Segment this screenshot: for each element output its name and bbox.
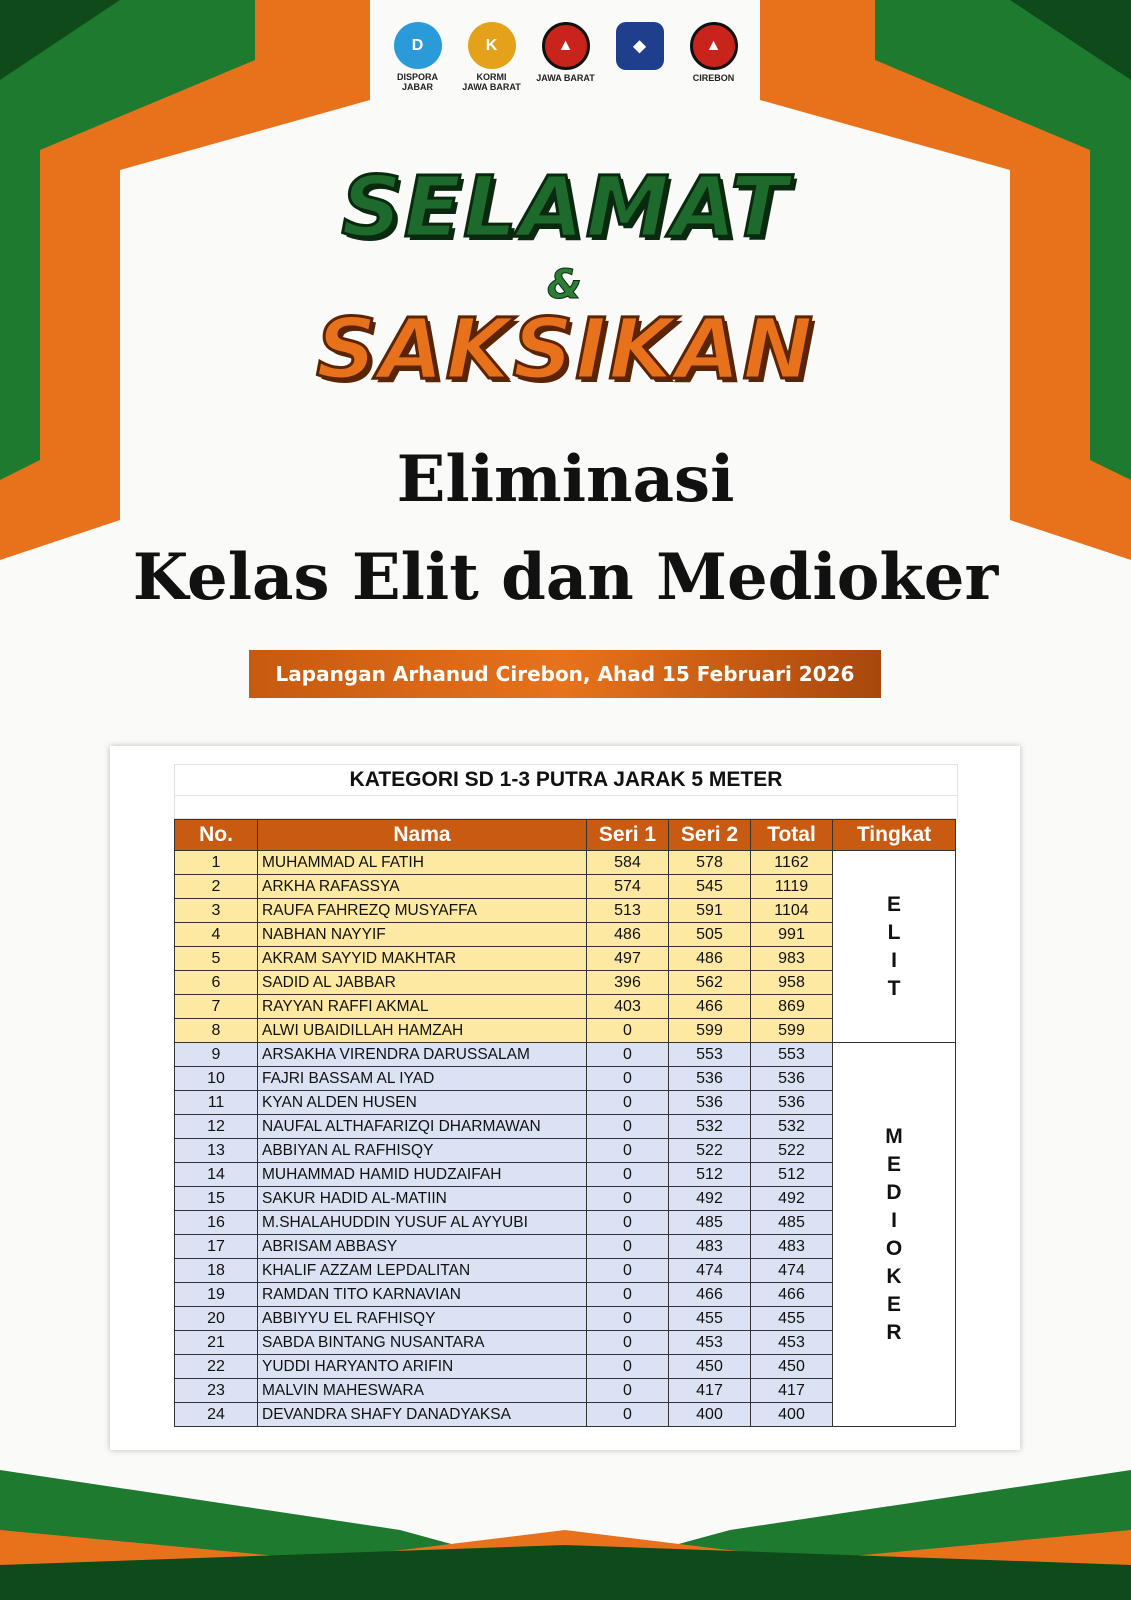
cell-no: 5: [175, 947, 258, 971]
cell-seri2: 562: [669, 971, 751, 995]
cell-total: 450: [751, 1355, 833, 1379]
cell-nama: ABBIYAN AL RAFHISQY: [258, 1139, 587, 1163]
cell-no: 9: [175, 1043, 258, 1067]
cell-total: 1162: [751, 851, 833, 875]
panahan-jabar-logo-label: JAWA BARAT: [536, 73, 595, 83]
cell-total: 869: [751, 995, 833, 1019]
cell-seri2: 453: [669, 1331, 751, 1355]
cell-total: 474: [751, 1259, 833, 1283]
cell-nama: MALVIN MAHESWARA: [258, 1379, 587, 1403]
spacer-row: [174, 796, 958, 819]
dispora-logo-icon: D: [394, 22, 442, 69]
cell-nama: ALWI UBAIDILLAH HAMZAH: [258, 1019, 587, 1043]
cell-nama: SABDA BINTANG NUSANTARA: [258, 1331, 587, 1355]
cell-nama: FAJRI BASSAM AL IYAD: [258, 1067, 587, 1091]
panahan-jabar-logo: [537, 22, 595, 92]
cell-total: 483: [751, 1235, 833, 1259]
cell-total: 417: [751, 1379, 833, 1403]
cell-no: 15: [175, 1187, 258, 1211]
cell-total: 453: [751, 1331, 833, 1355]
cell-total: 983: [751, 947, 833, 971]
cell-total: 536: [751, 1067, 833, 1091]
cell-seri1: 497: [587, 947, 669, 971]
cell-nama: ABRISAM ABBASY: [258, 1235, 587, 1259]
headline-selamat: SELAMAT: [341, 158, 790, 256]
header-seri1: Seri 1: [587, 820, 669, 851]
cell-no: 14: [175, 1163, 258, 1187]
cell-total: 522: [751, 1139, 833, 1163]
cell-no: 22: [175, 1355, 258, 1379]
cell-seri2: 522: [669, 1139, 751, 1163]
cell-total: 512: [751, 1163, 833, 1187]
kormi-logo-icon: K: [468, 22, 516, 69]
cell-seri2: 450: [669, 1355, 751, 1379]
kormi-logo-label: KORMI JAWA BARAT: [462, 72, 521, 92]
cell-nama: ARKHA RAFASSYA: [258, 875, 587, 899]
cell-seri2: 466: [669, 1283, 751, 1307]
cell-seri1: 574: [587, 875, 669, 899]
cell-seri1: 0: [587, 1331, 669, 1355]
title-eliminasi: Eliminasi: [396, 442, 735, 517]
cell-seri2: 474: [669, 1259, 751, 1283]
header-tingkat: Tingkat: [833, 820, 956, 851]
cell-seri2: 536: [669, 1091, 751, 1115]
cell-total: 958: [751, 971, 833, 995]
cell-seri1: 0: [587, 1379, 669, 1403]
cell-seri1: 0: [587, 1067, 669, 1091]
cell-seri1: 0: [587, 1403, 669, 1427]
title-class: Kelas Elit dan Medioker: [132, 540, 999, 615]
cell-seri2: 553: [669, 1043, 751, 1067]
panahan-jabar-logo-icon: ▲: [542, 22, 590, 70]
cell-no: 10: [175, 1067, 258, 1091]
cell-seri2: 505: [669, 923, 751, 947]
cell-no: 17: [175, 1235, 258, 1259]
cell-seri1: 0: [587, 1115, 669, 1139]
cell-total: 466: [751, 1283, 833, 1307]
cell-nama: SAKUR HADID AL-MATIIN: [258, 1187, 587, 1211]
cell-no: 12: [175, 1115, 258, 1139]
category-title: KATEGORI SD 1-3 PUTRA JARAK 5 METER: [174, 764, 958, 796]
cell-seri1: 486: [587, 923, 669, 947]
cell-seri1: 0: [587, 1139, 669, 1163]
cell-nama: MUHAMMAD AL FATIH: [258, 851, 587, 875]
cell-seri2: 578: [669, 851, 751, 875]
cell-seri1: 0: [587, 1019, 669, 1043]
cell-no: 13: [175, 1139, 258, 1163]
cell-seri1: 0: [587, 1211, 669, 1235]
dispora-logo: [389, 22, 447, 92]
tingkat-elit: E L I T: [833, 851, 956, 1043]
cell-seri1: 0: [587, 1235, 669, 1259]
cell-total: 400: [751, 1403, 833, 1427]
cell-no: 19: [175, 1283, 258, 1307]
panahan-cirebon-logo-icon: ▲: [690, 22, 738, 70]
cell-total: 536: [751, 1091, 833, 1115]
table-row: [175, 851, 956, 875]
cell-nama: SADID AL JABBAR: [258, 971, 587, 995]
cell-nama: MUHAMMAD HAMID HUDZAIFAH: [258, 1163, 587, 1187]
cell-nama: M.SHALAHUDDIN YUSUF AL AYYUBI: [258, 1211, 587, 1235]
cell-total: 991: [751, 923, 833, 947]
kormi-logo: [463, 22, 521, 92]
cell-total: 485: [751, 1211, 833, 1235]
cell-nama: NAUFAL ALTHAFARIZQI DHARMAWAN: [258, 1115, 587, 1139]
cell-no: 7: [175, 995, 258, 1019]
cell-seri1: 0: [587, 1259, 669, 1283]
cell-nama: NABHAN NAYYIF: [258, 923, 587, 947]
panahan-cirebon-logo: [685, 22, 743, 92]
cell-total: 455: [751, 1307, 833, 1331]
cell-nama: YUDDI HARYANTO ARIFIN: [258, 1355, 587, 1379]
cell-total: 1104: [751, 899, 833, 923]
cell-seri1: 403: [587, 995, 669, 1019]
cell-seri2: 532: [669, 1115, 751, 1139]
cell-seri2: 400: [669, 1403, 751, 1427]
table-row: [175, 1043, 956, 1067]
cell-seri1: 584: [587, 851, 669, 875]
cell-seri2: 485: [669, 1211, 751, 1235]
headline-ampersand: &: [547, 262, 584, 308]
cell-seri1: 0: [587, 1043, 669, 1067]
panahan-cirebon-logo-label: CIREBON: [692, 73, 735, 83]
cell-seri2: 455: [669, 1307, 751, 1331]
cell-nama: ARSAKHA VIRENDRA DARUSSALAM: [258, 1043, 587, 1067]
cell-total: 1119: [751, 875, 833, 899]
cell-no: 8: [175, 1019, 258, 1043]
header-seri2: Seri 2: [669, 820, 751, 851]
header-nama: Nama: [258, 820, 587, 851]
jabar-series-logo-icon: ◆: [616, 22, 664, 70]
tingkat-medioker: M E D I O K E R: [833, 1043, 956, 1427]
cell-nama: KHALIF AZZAM LEPDALITAN: [258, 1259, 587, 1283]
cell-no: 20: [175, 1307, 258, 1331]
cell-no: 18: [175, 1259, 258, 1283]
cell-seri2: 536: [669, 1067, 751, 1091]
cell-seri1: 0: [587, 1355, 669, 1379]
cell-total: 492: [751, 1187, 833, 1211]
cell-nama: AKRAM SAYYID MAKHTAR: [258, 947, 587, 971]
cell-no: 23: [175, 1379, 258, 1403]
dispora-logo-label: DISPORA JABAR: [396, 72, 438, 92]
cell-no: 24: [175, 1403, 258, 1427]
sponsor-logos: [0, 22, 1131, 92]
header-total: Total: [751, 820, 833, 851]
cell-nama: RAUFA FAHREZQ MUSYAFFA: [258, 899, 587, 923]
cell-nama: KYAN ALDEN HUSEN: [258, 1091, 587, 1115]
cell-no: 1: [175, 851, 258, 875]
cell-seri2: 512: [669, 1163, 751, 1187]
cell-seri1: 396: [587, 971, 669, 995]
headline-saksikan: SAKSIKAN: [316, 300, 815, 398]
cell-no: 4: [175, 923, 258, 947]
cell-seri2: 591: [669, 899, 751, 923]
cell-seri1: 0: [587, 1187, 669, 1211]
cell-seri2: 545: [669, 875, 751, 899]
cell-total: 532: [751, 1115, 833, 1139]
cell-seri1: 0: [587, 1091, 669, 1115]
cell-seri2: 486: [669, 947, 751, 971]
cell-seri1: 513: [587, 899, 669, 923]
jabar-series-logo: [611, 22, 669, 92]
results-table: [174, 819, 956, 1427]
venue-banner: Lapangan Arhanud Cirebon, Ahad 15 Februari 2026: [249, 650, 881, 698]
cell-no: 16: [175, 1211, 258, 1235]
cell-seri2: 417: [669, 1379, 751, 1403]
cell-seri1: 0: [587, 1283, 669, 1307]
cell-nama: RAMDAN TITO KARNAVIAN: [258, 1283, 587, 1307]
cell-no: 21: [175, 1331, 258, 1355]
cell-seri1: 0: [587, 1163, 669, 1187]
cell-total: 553: [751, 1043, 833, 1067]
cell-seri2: 492: [669, 1187, 751, 1211]
results-sheet: [110, 746, 1020, 1450]
cell-seri1: 0: [587, 1307, 669, 1331]
cell-no: 6: [175, 971, 258, 995]
header-no: No.: [175, 820, 258, 851]
cell-seri2: 466: [669, 995, 751, 1019]
cell-seri2: 483: [669, 1235, 751, 1259]
table-header-row: [175, 820, 956, 851]
cell-nama: DEVANDRA SHAFY DANADYAKSA: [258, 1403, 587, 1427]
cell-total: 599: [751, 1019, 833, 1043]
cell-no: 2: [175, 875, 258, 899]
cell-nama: ABBIYYU EL RAFHISQY: [258, 1307, 587, 1331]
table-body: [175, 851, 956, 1427]
cell-seri2: 599: [669, 1019, 751, 1043]
cell-nama: RAYYAN RAFFI AKMAL: [258, 995, 587, 1019]
cell-no: 3: [175, 899, 258, 923]
cell-no: 11: [175, 1091, 258, 1115]
